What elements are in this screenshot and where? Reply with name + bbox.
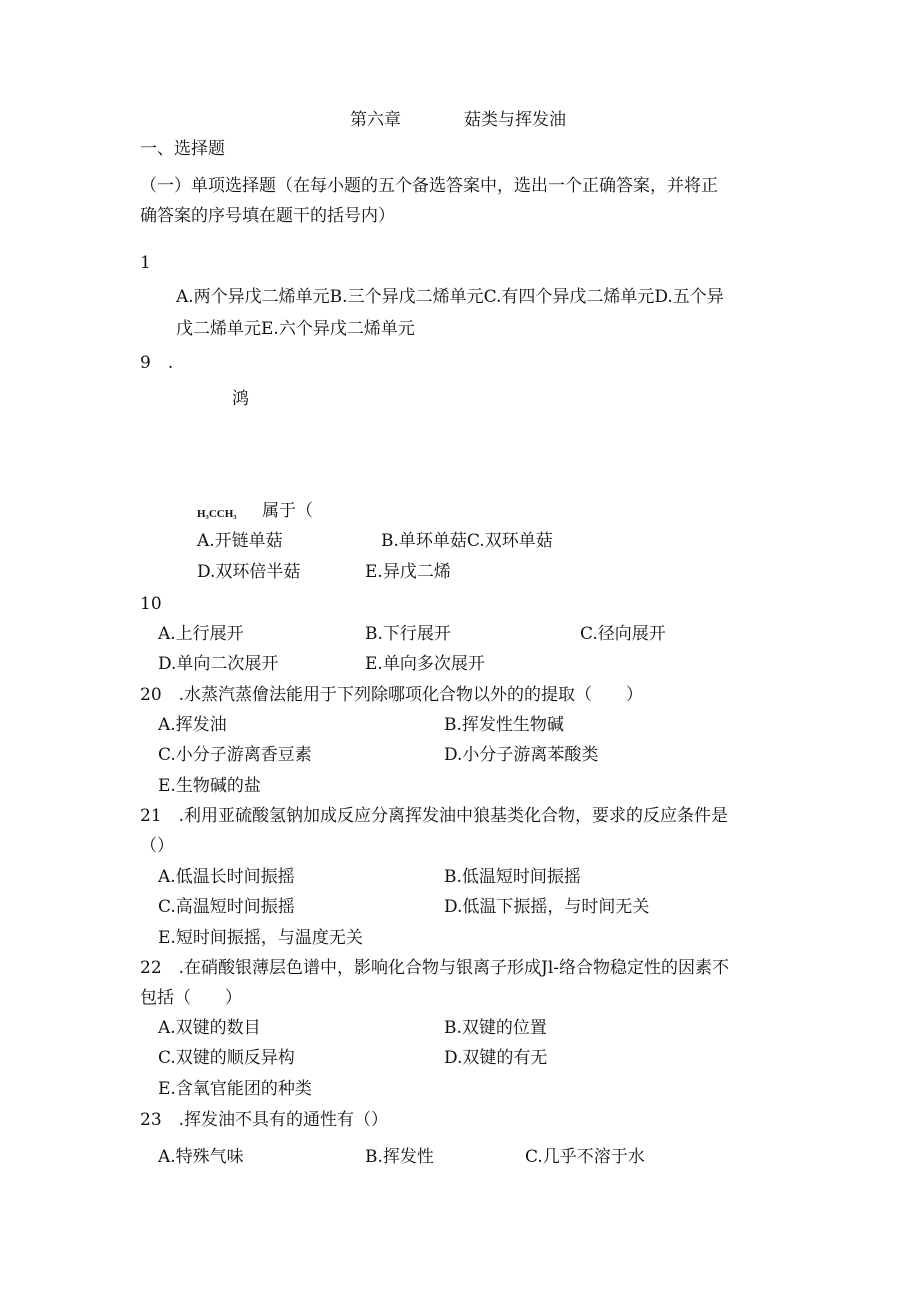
question-10-option-c: C.径向展开 bbox=[580, 624, 666, 644]
question-21-option-c: C.高温短时间振摇 bbox=[158, 897, 295, 917]
subsection-instructions-line1: （一）单项选择题（在每小题的五个备选答案中，选出一个正确答案，并将正 bbox=[140, 176, 718, 196]
question-20-stem: 20 .水蒸汽蒸儈法能用于下列除哪项化合物以外的的提取（ ） bbox=[140, 685, 644, 705]
question-22-option-c: C.双键的顺反异构 bbox=[158, 1048, 295, 1068]
question-10-option-b: B.下行展开 bbox=[365, 624, 451, 644]
question-9-option-a: A.开链单菇 bbox=[197, 531, 283, 551]
question-21-stem-continued: （） bbox=[140, 836, 174, 856]
question-9-option-d: D.双环倍半菇 bbox=[197, 562, 301, 582]
question-9-option-e: E.异戊二烯 bbox=[365, 562, 451, 582]
question-23-option-a: A.特殊气味 bbox=[158, 1147, 244, 1167]
question-21-option-d: D.低温下振摇，与时间无关 bbox=[444, 897, 650, 917]
question-1-number: 1 bbox=[140, 253, 151, 273]
section-heading: 一、选择题 bbox=[140, 139, 225, 159]
question-20-option-e: E.生物碱的盐 bbox=[158, 776, 261, 796]
chapter-topic: 菇类与挥发油 bbox=[464, 110, 566, 130]
question-21-option-b: B.低温短时间振摇 bbox=[444, 867, 581, 887]
question-22-option-d: D.双键的有无 bbox=[444, 1048, 548, 1068]
question-9-stem: 属于（ bbox=[262, 501, 313, 521]
question-9-number: 9 . bbox=[140, 353, 174, 373]
question-10-option-e: E.单向多次展开 bbox=[365, 654, 485, 674]
structure-formula: H₃CCH₃ bbox=[197, 508, 237, 520]
question-20-option-c: C.小分子游离香豆素 bbox=[158, 745, 312, 765]
question-9-option-bc: B.单环单菇C.双环单菇 bbox=[381, 531, 553, 551]
question-21-option-e: E.短时间振摇，与温度无关 bbox=[158, 928, 363, 948]
question-22-option-a: A.双键的数目 bbox=[158, 1018, 261, 1038]
question-21-stem: 21 .利用亚硫酸氢钠加成反应分离挥发油中狼基类化合物，要求的反应条件是 bbox=[140, 806, 729, 826]
question-23-option-c: C.几乎不溶于水 bbox=[525, 1147, 645, 1167]
question-23-stem: 23 .挥发油不具有的通性有（） bbox=[140, 1110, 389, 1130]
question-22-stem: 22 .在硝酸银薄层色谱中，影响化合物与银离子形成Jl-络合物稳定性的因素不 bbox=[140, 958, 730, 978]
question-10-number: 10 bbox=[140, 594, 162, 614]
question-20-option-a: A.挥发油 bbox=[158, 715, 227, 735]
question-22-option-e: E.含氧官能团的种类 bbox=[158, 1079, 312, 1099]
question-20-option-d: D.小分子游离苯酸类 bbox=[444, 745, 599, 765]
question-1-options-line2: 戊二烯单元E.六个异戊二烯单元 bbox=[176, 319, 415, 339]
structure-fragment-label: 鸿 bbox=[232, 389, 249, 409]
subsection-instructions-line2: 确答案的序号填在题干的括号内） bbox=[140, 206, 395, 226]
question-1-options-line1: A.两个异戊二烯单元B.三个异戊二烯单元C.有四个异戊二烯单元D.五个异 bbox=[176, 287, 724, 307]
question-10-option-a: A.上行展开 bbox=[158, 624, 244, 644]
question-22-stem-continued: 包括（ ） bbox=[140, 988, 242, 1008]
question-10-option-d: D.单向二次展开 bbox=[158, 654, 279, 674]
question-22-option-b: B.双键的位置 bbox=[444, 1018, 547, 1038]
chapter-number: 第六章 bbox=[350, 110, 401, 130]
question-20-option-b: B.挥发性生物碱 bbox=[444, 715, 564, 735]
question-23-option-b: B.挥发性 bbox=[365, 1147, 434, 1167]
question-21-option-a: A.低温长时间振摇 bbox=[158, 867, 295, 887]
